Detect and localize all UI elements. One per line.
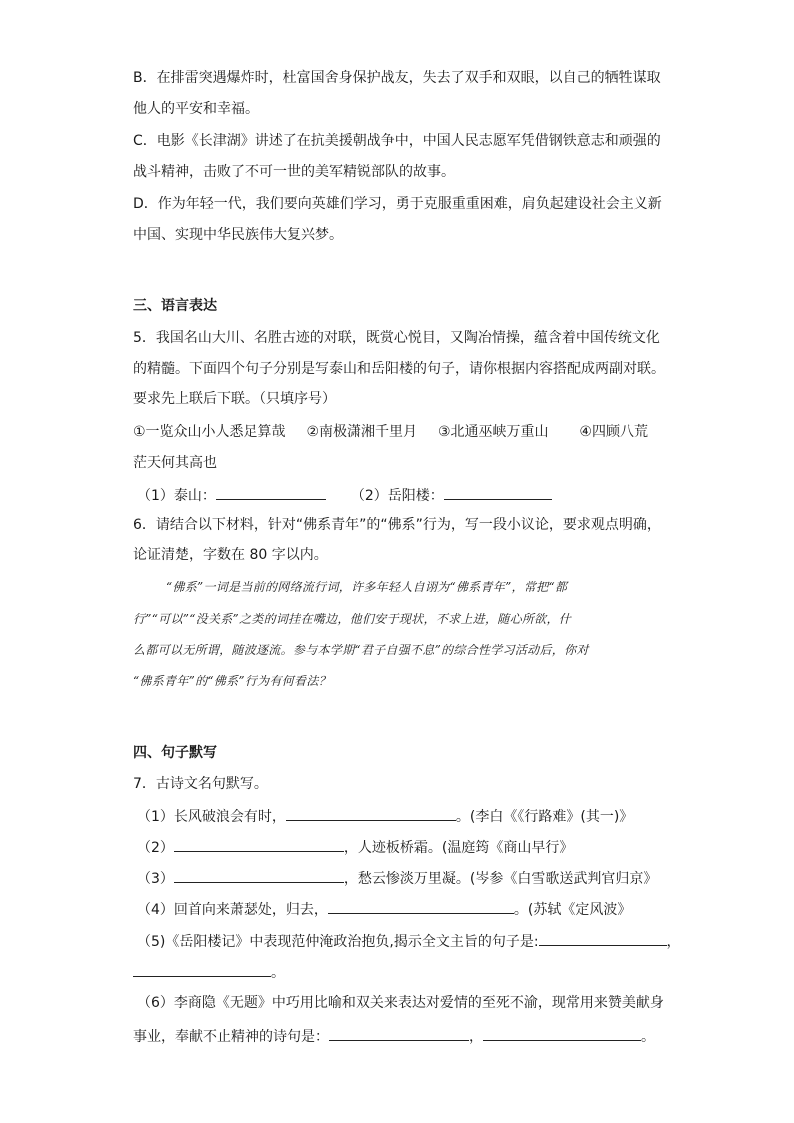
q7-item5-prompt: （5)《岳阳楼记》中表现范仲淹政治抱负,揭示全文主旨的句子是: [137, 934, 539, 950]
q4-option-c-line1: C．电影《长津湖》讲述了在抗美援朝战争中，中国人民志愿军凭借钢铁意志和顽强的 [133, 133, 661, 149]
q6-line2: 论证清楚，字数在 80 字以内。 [133, 547, 328, 563]
q5-option-4-cont: 茫天何其高也 [133, 455, 217, 471]
q7-item1-source: 。(李白《《行路难》(其一)》 [455, 809, 634, 825]
q7-item3-source: ，愁云惨淡万里凝。(岑参《白雪歌送武判官归京》 [343, 871, 658, 887]
q7-blank2[interactable] [174, 836, 344, 852]
q7-item2-prefix: （2） [137, 840, 174, 856]
q5-line1: 5．我国名山大川、名胜古迹的对联，既赏心悦目，又陶冶情操，蕴含着中国传统文化 [133, 330, 660, 346]
q4-option-d-line2: 中国、实现中华民族伟大复兴梦。 [133, 227, 343, 243]
q7-item5 [137, 930, 681, 952]
q5-options [133, 422, 648, 442]
q5-blank1-label: （1）泰山： [137, 488, 216, 504]
section-heading-language: 三、语言表达 [133, 298, 217, 314]
q7-item4 [137, 898, 631, 920]
q7-item6-comma: ， [469, 1029, 483, 1045]
section-heading-dictation: 四、句子默写 [133, 745, 217, 761]
q5-answer-row [137, 484, 552, 506]
q7-blank6b[interactable] [483, 1025, 641, 1041]
q6-material-line3: 么都可以无所谓，随波逐流。参与本学期“君子自强不息”的综合性学习活动后，你对 [133, 643, 589, 657]
q7-item5-comma: ， [666, 934, 681, 950]
q7-item6-prompt: 事业，奉献不止精神的诗句是： [133, 1029, 329, 1045]
q6-material-line4: “佛系青年”的“佛系”行为有何看法？ [133, 674, 331, 688]
q5-line3: 要求先上联后下联。（只填序号） [133, 391, 336, 407]
q5-blank2-label: （2）岳阳楼： [350, 488, 444, 504]
q6-line1: 6．请结合以下材料，针对“佛系青年”的“佛系”行为，写一段小议论，要求观点明确， [133, 517, 661, 533]
q7-item4-source: 。(苏轼《定风波》 [513, 902, 632, 918]
q4-option-d-line1: D．作为年轻一代，我们要向英雄们学习，勇于克服重重困难，肩负起建设社会主义新 [133, 196, 662, 212]
q7-item4-prefix: （4）回首向来萧瑟处，归去， [137, 902, 328, 918]
q7-item5-cont [133, 961, 285, 983]
q5-option-1: ①一览众山小人悉足算哉 [133, 424, 286, 440]
q7-item2-source: ，人迹板桥霜。(温庭筠《商山早行》 [343, 840, 574, 856]
q4-option-c-line2: 战斗精神，击败了不可一世的美军精锐部队的故事。 [133, 164, 455, 180]
q4-option-b-line2: 他人的平安和幸福。 [133, 101, 259, 117]
q7-item1-prefix: （1）长风破浪会有时， [137, 809, 286, 825]
q7-item6-line2 [133, 1025, 655, 1047]
q5-blank1[interactable] [216, 484, 326, 500]
q6-material-line1: “佛系”一词是当前的网络流行词，许多年轻人自诩为“佛系青年”，常把“都 [166, 580, 568, 594]
q4-option-b-line1: B．在排雷突遇爆炸时，杜富国舍身保护战友，失去了双手和双眼，以自己的牺牲谋取 [133, 70, 661, 86]
q7-blank5a[interactable] [539, 930, 667, 946]
q7-item6-end: 。 [641, 1029, 655, 1045]
q7-item6-line1: （6）李商隐《无题》中巧用比喻和双关来表达对爱情的至死不渝，现常用来赞美献身 [137, 995, 664, 1011]
q5-line2: 的精髓。下面四个句子分别是写泰山和岳阳楼的句子，请你根据内容搭配成两副对联。 [133, 361, 665, 377]
q7-blank3[interactable] [174, 867, 344, 883]
q5-blank2[interactable] [444, 484, 552, 500]
q7-item3 [137, 867, 657, 889]
q5-option-2: ②南极潇湘千里月 [306, 424, 418, 440]
q5-option-3: ③北通巫峡万重山 [437, 424, 549, 440]
q5-option-4: ④四顾八荒 [579, 424, 648, 440]
q7-blank4[interactable] [328, 898, 514, 914]
q7-item5-end: 。 [271, 965, 285, 981]
q7-blank1[interactable] [286, 805, 456, 821]
q6-material-line2: 行”“可以”“没关系”之类的词挂在嘴边，他们安于现状，不求上进，随心所欲，什 [133, 612, 572, 626]
q7-item2 [137, 836, 573, 858]
q7-blank6a[interactable] [329, 1025, 469, 1041]
q7-blank5b[interactable] [133, 961, 271, 977]
q7-item3-prefix: （3） [137, 871, 174, 887]
q7-item1 [137, 805, 633, 827]
q7-title: 7．古诗文名句默写。 [133, 776, 268, 792]
